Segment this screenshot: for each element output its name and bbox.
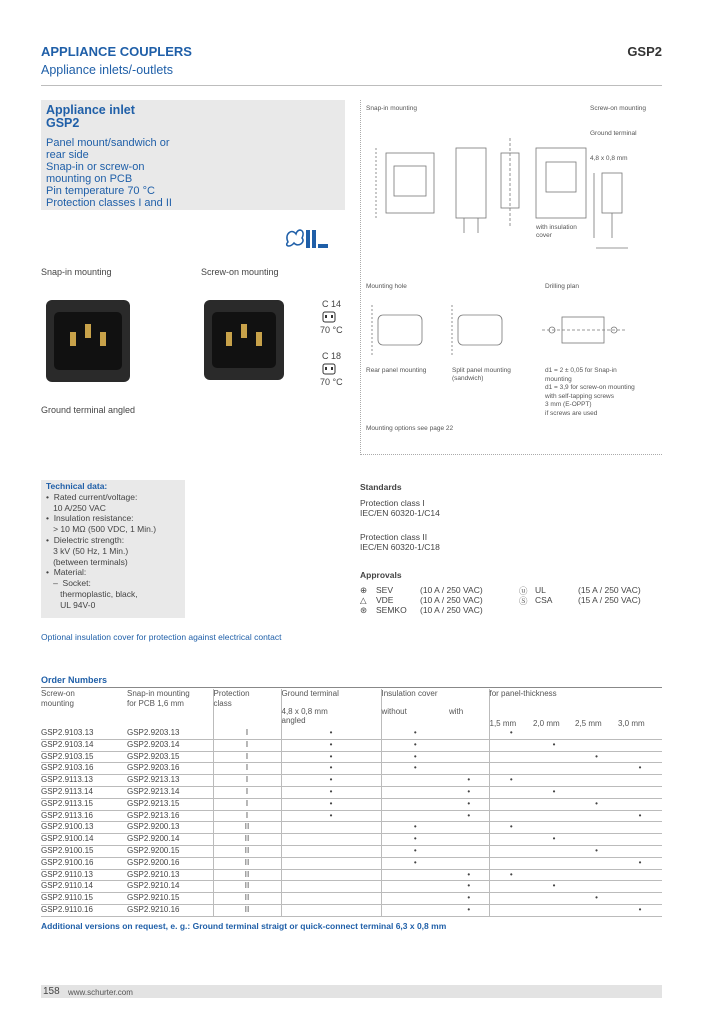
order-t25 (575, 904, 618, 916)
order-t25 (575, 881, 618, 893)
order-snap-in: GSP2.9200.16 (127, 857, 213, 869)
page-number: 158 (43, 986, 60, 997)
order-screw-on: GSP2.9100.14 (41, 834, 127, 846)
order-without-cover (381, 786, 449, 798)
inlet-features: Panel mount/sandwich or rear side Snap-in or screw-on mounting on PCB Pin temperature 70 °C Protection classes I and II (46, 137, 172, 209)
order-t25 (575, 822, 618, 834)
c18-connector-icon (322, 363, 336, 375)
order-t20 (533, 798, 575, 810)
c14-label: C 14 (322, 299, 342, 309)
col-panel-thickness: for panel-thickness (489, 689, 662, 699)
approval-vde-rating: (10 A / 250 VAC) (420, 595, 483, 605)
order-without-cover: • (381, 728, 449, 739)
order-snap-in: GSP2.9200.13 (127, 822, 213, 834)
order-t15 (489, 834, 533, 846)
optional-cover-note: Optional insulation cover for protection against electrical contact (41, 632, 282, 642)
page-title: APPLIANCE COUPLERS (41, 44, 192, 59)
order-numbers-title: Order Numbers (41, 675, 108, 685)
order-t25: • (575, 798, 618, 810)
col-snap-in: Snap-in mounting for PCB 1,6 mm (127, 689, 190, 708)
approval-csa-rating: (15 A / 250 VAC) (578, 595, 641, 605)
order-t30: • (618, 810, 662, 822)
mounting-options-note: Mounting options see page 22 (366, 425, 454, 432)
order-screw-on: GSP2.9100.15 (41, 845, 127, 857)
order-snap-in: GSP2.9203.14 (127, 739, 213, 751)
drilling-plan-label: Drilling plan (545, 283, 579, 290)
order-screw-on: GSP2.9103.13 (41, 728, 127, 739)
order-t15 (489, 810, 533, 822)
order-t20: • (533, 834, 575, 846)
order-t15 (489, 845, 533, 857)
order-t15: • (489, 728, 533, 739)
order-class: I (213, 810, 281, 822)
order-t30 (618, 798, 662, 810)
order-t20 (533, 810, 575, 822)
order-ground (281, 845, 381, 857)
order-class: II (213, 893, 281, 905)
col-t15: 1,5 mm (489, 699, 533, 729)
order-t25 (575, 786, 618, 798)
table-row (41, 751, 662, 763)
c14-connector-icon (322, 311, 336, 323)
additional-versions-note: Additional versions on request, e. g.: Ground terminal straigt or quick-connect terminal 6,3 x 0,8 mm (41, 921, 447, 931)
product-code: GSP2 (627, 44, 662, 59)
order-without-cover (381, 775, 449, 787)
order-ground (281, 822, 381, 834)
order-t25 (575, 728, 618, 739)
order-t20 (533, 822, 575, 834)
order-without-cover (381, 810, 449, 822)
order-t25 (575, 810, 618, 822)
order-without-cover (381, 893, 449, 905)
table-row (41, 881, 662, 893)
screw-on-photo-label: Screw-on mounting (201, 267, 279, 277)
technical-data: Technical data: • Rated current/voltage: 10 A/250 VAC • Insulation resistance: > 10 MΩ (500 VDC, 1 Min.) • Dielectric strength: 3 kV (50 Hz, 1 Min.) (between terminals) • Material: – Socket: thermoplastic, black, UL 94V-0 (46, 481, 157, 610)
order-class: II (213, 869, 281, 881)
class1-standard: IEC/EN 60320-1/C14 (360, 508, 440, 518)
class1-label: Protection class I (360, 498, 425, 508)
order-with-cover (449, 728, 489, 739)
order-with-cover (449, 751, 489, 763)
drawing-ground-terminal-label: Ground terminal (590, 130, 637, 137)
order-screw-on: GSP2.9113.15 (41, 798, 127, 810)
col-with: with (449, 706, 464, 716)
order-snap-in: GSP2.9203.16 (127, 763, 213, 775)
order-t20 (533, 775, 575, 787)
order-class: I (213, 739, 281, 751)
rear-panel-label: Rear panel mounting (366, 367, 427, 374)
order-screw-on: GSP2.9113.14 (41, 786, 127, 798)
order-class: I (213, 728, 281, 739)
table-row (41, 904, 662, 916)
order-without-cover: • (381, 739, 449, 751)
order-class: I (213, 751, 281, 763)
order-t25: • (575, 845, 618, 857)
order-t30 (618, 739, 662, 751)
drawing-snap-in-label: Snap-in mounting (366, 105, 417, 112)
order-snap-in: GSP2.9210.13 (127, 869, 213, 881)
order-class: II (213, 881, 281, 893)
order-t15 (489, 751, 533, 763)
order-with-cover: • (449, 810, 489, 822)
order-t25 (575, 869, 618, 881)
order-t30 (618, 893, 662, 905)
order-with-cover: • (449, 904, 489, 916)
page-subtitle: Appliance inlets/-outlets (41, 63, 174, 77)
order-with-cover (449, 834, 489, 846)
order-with-cover (449, 739, 489, 751)
snap-in-inlet-photo (46, 300, 130, 382)
order-t20: • (533, 881, 575, 893)
inlet-title: Appliance inlet GSP2 (46, 103, 135, 130)
standards-title: Standards (360, 482, 402, 492)
approval-logo-icon (282, 224, 330, 254)
order-class: II (213, 904, 281, 916)
order-t25 (575, 857, 618, 869)
order-snap-in: GSP2.9213.16 (127, 810, 213, 822)
order-t30: • (618, 857, 662, 869)
c14-temp: 70 °C (320, 325, 343, 335)
order-t30: • (618, 763, 662, 775)
order-t15 (489, 786, 533, 798)
split-panel-label-1: Split panel mounting (452, 367, 511, 374)
table-row (41, 869, 662, 881)
order-t15: • (489, 822, 533, 834)
order-without-cover (381, 881, 449, 893)
order-screw-on: GSP2.9100.16 (41, 857, 127, 869)
approval-ul-mark: UL (535, 585, 546, 595)
order-t20 (533, 845, 575, 857)
order-without-cover: • (381, 763, 449, 775)
order-t30 (618, 728, 662, 739)
order-with-cover: • (449, 893, 489, 905)
order-t30 (618, 834, 662, 846)
table-row (41, 845, 662, 857)
order-snap-in: GSP2.9200.14 (127, 834, 213, 846)
order-top-rule (41, 687, 662, 688)
ul-icon: ⓤ (519, 586, 528, 596)
approval-vde-mark: VDE (376, 595, 394, 605)
order-t15 (489, 904, 533, 916)
order-with-cover (449, 845, 489, 857)
order-with-cover: • (449, 798, 489, 810)
screw-on-inlet-photo (204, 300, 284, 380)
footer-url: www.schurter.com (68, 988, 133, 997)
order-t25: • (575, 893, 618, 905)
order-t15 (489, 739, 533, 751)
order-class: I (213, 763, 281, 775)
order-t20 (533, 728, 575, 739)
order-t30 (618, 786, 662, 798)
order-screw-on: GSP2.9110.14 (41, 881, 127, 893)
order-ground (281, 857, 381, 869)
order-t15 (489, 798, 533, 810)
order-ground: • (281, 728, 381, 739)
table-row (41, 822, 662, 834)
semko-icon: ⊛ (360, 605, 368, 615)
class2-standard: IEC/EN 60320-1/C18 (360, 542, 440, 552)
c18-label: C 18 (322, 351, 342, 361)
order-t20 (533, 904, 575, 916)
order-ground: • (281, 810, 381, 822)
table-row (41, 857, 662, 869)
order-snap-in: GSP2.9210.15 (127, 893, 213, 905)
col-screw-on: Screw-on mounting (41, 689, 75, 708)
table-row (41, 893, 662, 905)
approval-csa-mark: CSA (535, 595, 553, 605)
csa-icon: Ⓢ (519, 596, 528, 606)
order-without-cover (381, 798, 449, 810)
table-row (41, 834, 662, 846)
order-t20 (533, 857, 575, 869)
mounting-hole-label: Mounting hole (366, 283, 407, 290)
col-insulation: Insulation cover (381, 689, 489, 699)
col-t20: 2,0 mm (533, 718, 560, 728)
col-protection: Protection class (213, 689, 281, 728)
drilling-notes: d1 = 2 ± 0,05 for Snap-in mounting d1 = 3,9 for screw-on mounting with self-tapping screws 3 mm (E-OPPT) if screws are used (545, 367, 635, 417)
order-with-cover (449, 763, 489, 775)
order-screw-on: GSP2.9113.16 (41, 810, 127, 822)
order-header-row-1 (41, 689, 662, 699)
order-t30 (618, 775, 662, 787)
order-with-cover: • (449, 786, 489, 798)
mounting-hole-drawing (366, 295, 656, 363)
order-ground: • (281, 739, 381, 751)
c18-temp: 70 °C (320, 377, 343, 387)
order-t15 (489, 881, 533, 893)
order-t15 (489, 857, 533, 869)
order-snap-in: GSP2.9203.13 (127, 728, 213, 739)
order-screw-on: GSP2.9110.16 (41, 904, 127, 916)
order-ground (281, 904, 381, 916)
order-with-cover (449, 857, 489, 869)
order-class: I (213, 798, 281, 810)
order-without-cover: • (381, 751, 449, 763)
approval-semko-mark: SEMKO (376, 605, 407, 615)
order-t30 (618, 751, 662, 763)
col-ground: Ground terminal 4,8 x 0,8 mm angled (281, 689, 381, 728)
order-snap-in: GSP2.9203.15 (127, 751, 213, 763)
footer-bar (41, 985, 662, 998)
header-divider (41, 85, 662, 86)
class2-label: Protection class II (360, 532, 428, 542)
order-class: II (213, 845, 281, 857)
order-snap-in: GSP2.9213.15 (127, 798, 213, 810)
order-t20 (533, 751, 575, 763)
drawing-terminal-size: 4,8 x 0,8 mm (590, 155, 628, 162)
vde-icon: △ (360, 595, 367, 605)
order-snap-in: GSP2.9213.14 (127, 786, 213, 798)
sev-icon: ⊕ (360, 585, 368, 595)
order-class: II (213, 834, 281, 846)
order-ground: • (281, 798, 381, 810)
order-t30 (618, 869, 662, 881)
drawing-insulation-2: cover (536, 232, 552, 239)
order-t25 (575, 739, 618, 751)
order-ground (281, 869, 381, 881)
order-t30 (618, 881, 662, 893)
col-t30: 3,0 mm (618, 718, 645, 728)
order-ground (281, 834, 381, 846)
order-t20 (533, 893, 575, 905)
order-body (41, 728, 662, 916)
order-class: I (213, 775, 281, 787)
order-class: II (213, 822, 281, 834)
order-t25 (575, 834, 618, 846)
order-without-cover: • (381, 857, 449, 869)
order-screw-on: GSP2.9103.16 (41, 763, 127, 775)
col-without: without (381, 699, 449, 729)
order-snap-in: GSP2.9210.16 (127, 904, 213, 916)
order-t15 (489, 893, 533, 905)
order-without-cover: • (381, 822, 449, 834)
order-with-cover: • (449, 775, 489, 787)
ground-terminal-label: Ground terminal angled (41, 405, 136, 415)
order-without-cover: • (381, 845, 449, 857)
approval-semko-rating: (10 A / 250 VAC) (420, 605, 483, 615)
order-class: II (213, 857, 281, 869)
order-ground: • (281, 751, 381, 763)
table-row (41, 786, 662, 798)
order-table (41, 689, 662, 917)
order-screw-on: GSP2.9113.13 (41, 775, 127, 787)
table-row (41, 728, 662, 739)
order-screw-on: GSP2.9103.15 (41, 751, 127, 763)
order-t20 (533, 869, 575, 881)
table-row (41, 739, 662, 751)
order-t20: • (533, 786, 575, 798)
order-with-cover (449, 822, 489, 834)
order-ground: • (281, 763, 381, 775)
order-snap-in: GSP2.9213.13 (127, 775, 213, 787)
order-screw-on: GSP2.9110.15 (41, 893, 127, 905)
order-without-cover (381, 904, 449, 916)
order-snap-in: GSP2.9200.15 (127, 845, 213, 857)
order-snap-in: GSP2.9210.14 (127, 881, 213, 893)
table-row (41, 798, 662, 810)
order-t25: • (575, 751, 618, 763)
order-t25 (575, 775, 618, 787)
order-screw-on: GSP2.9110.13 (41, 869, 127, 881)
approvals-title: Approvals (360, 570, 402, 580)
order-t20 (533, 763, 575, 775)
table-row (41, 810, 662, 822)
split-panel-label-2: (sandwich) (452, 375, 484, 382)
approval-sev-rating: (10 A / 250 VAC) (420, 585, 483, 595)
order-t20: • (533, 739, 575, 751)
table-row (41, 763, 662, 775)
order-t30: • (618, 904, 662, 916)
order-t15 (489, 763, 533, 775)
order-without-cover: • (381, 834, 449, 846)
order-ground (281, 893, 381, 905)
inlet-dimension-drawing (366, 118, 656, 268)
approval-ul-rating: (15 A / 250 VAC) (578, 585, 641, 595)
order-with-cover: • (449, 869, 489, 881)
drawing-screw-on-label: Screw-on mounting (590, 105, 646, 112)
order-t15: • (489, 775, 533, 787)
order-ground (281, 881, 381, 893)
order-screw-on: GSP2.9100.13 (41, 822, 127, 834)
order-with-cover: • (449, 881, 489, 893)
order-screw-on: GSP2.9103.14 (41, 739, 127, 751)
approval-sev-mark: SEV (376, 585, 394, 595)
order-t25 (575, 763, 618, 775)
order-ground: • (281, 786, 381, 798)
snap-in-photo-label: Snap-in mounting (41, 267, 112, 277)
order-t15: • (489, 869, 533, 881)
order-t30 (618, 822, 662, 834)
order-class: I (213, 786, 281, 798)
col-t25: 2,5 mm (575, 718, 602, 728)
drawing-insulation-1: with insulation (536, 224, 577, 231)
order-t30 (618, 845, 662, 857)
order-without-cover (381, 869, 449, 881)
order-ground: • (281, 775, 381, 787)
table-row (41, 775, 662, 787)
